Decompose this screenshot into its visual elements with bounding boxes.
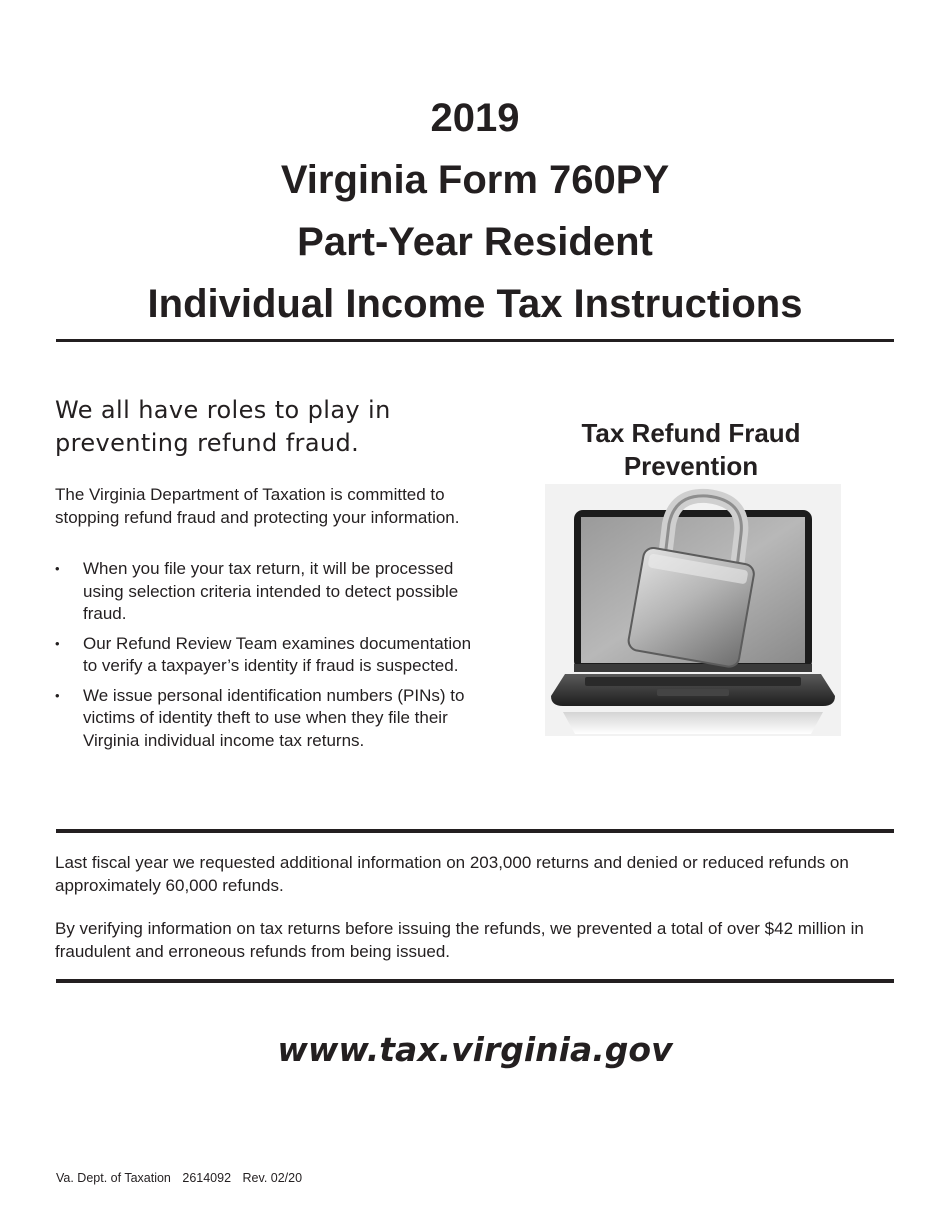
list-item: [55, 558, 475, 626]
bullet-icon: •: [55, 635, 60, 651]
fraud-intro: The Virginia Department of Taxation is committed to stopping refund fraud and protecting your information.: [55, 485, 460, 527]
form-name: Virginia Form 760PY: [280, 158, 670, 202]
stats-paragraph-prevented: By verifying information on tax returns before issuing the refunds, we prevented a total of over $42 million in fraudulent and erroneous refunds from being issued.: [55, 919, 864, 961]
laptop-padlock-icon: [545, 484, 841, 736]
list-item: [55, 633, 475, 678]
residency-type: Part-Year Resident: [297, 220, 653, 264]
fraud-measures-list: [55, 558, 475, 759]
footer-revision: Rev. 02/20: [242, 1171, 303, 1185]
stats-paragraph-requested: Last fiscal year we requested additional information on 203,000 returns and denied or reduced refunds on approximately 60,000 refunds.: [55, 853, 849, 895]
list-item: [55, 685, 475, 753]
footer-agency: Va. Dept. of Taxation: [56, 1171, 171, 1185]
promo-title: Tax Refund Fraud Prevention: [581, 418, 801, 481]
stats-top-divider: [56, 829, 894, 833]
document-title: Individual Income Tax Instructions: [147, 282, 803, 326]
footer-form-number: 2614092: [182, 1171, 232, 1185]
bullet-icon: •: [55, 561, 60, 576]
form-year: 2019: [430, 96, 520, 140]
list-item-text: We issue personal identification numbers (PINs) to victims of identity theft to use when they file their Virginia individual income tax returns.: [83, 685, 465, 750]
footer: [56, 1170, 310, 1186]
list-item-text: When you file your tax return, it will be processed using selection criteria intended to detect possible fraud.: [83, 559, 459, 623]
list-item-text: Our Refund Review Team examines documentation to verify a taxpayer’s identity if fraud is suspected.: [83, 633, 472, 675]
bullet-icon: •: [55, 687, 60, 703]
fraud-lede: We all have roles to play in preventing refund fraud.: [55, 396, 391, 457]
stats-bottom-divider: [56, 979, 894, 983]
website-url: www.tax.virginia.gov: [277, 1030, 673, 1069]
header-divider: [56, 339, 894, 342]
